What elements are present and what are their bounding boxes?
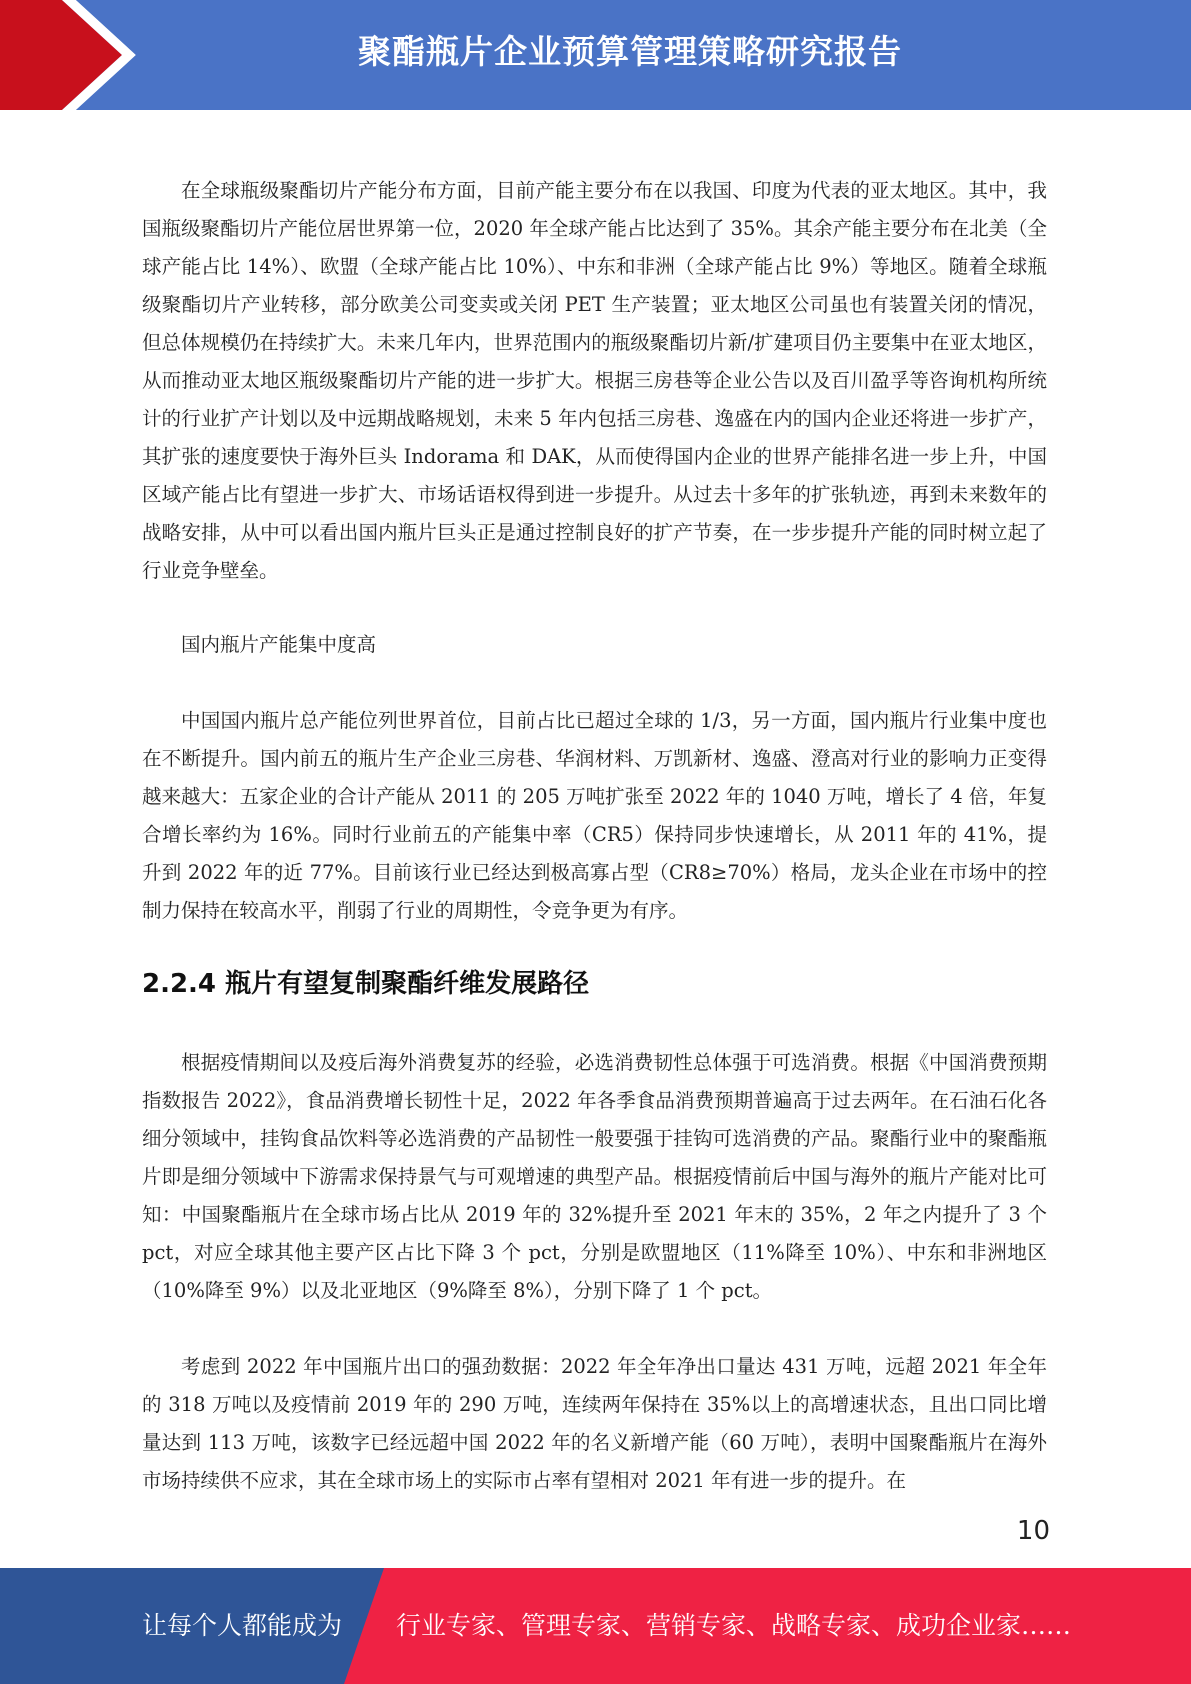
section-title: 2.2.4 瓶片有望复制聚酯纤维发展路径: [142, 969, 590, 999]
body-paragraph: 考虑到 2022 年中国瓶片出口的强劲数据：2022 年全年净出口量达 431 万吨，远超 2021 年全年的 318 万吨以及疫情前 2019 年的 290 万吨，连续两年保持在 35%以上的高增速状态，且出口同比增量达到 113 万吨，该数字已经远超中国 2022 年的名义新增产能（60 万吨），表明中国聚酯瓶片在海外市场持续供不应求，其在全球市场上的实际市占率有望相对 2021 年有进一步的提升。在: [142, 1355, 1047, 1492]
main-content: [142, 172, 1047, 1500]
body-paragraph: 中国国内瓶片总产能位列世界首位，目前占比已超过全球的 1/3，另一方面，国内瓶片行业集中度也在不断提升。国内前五的瓶片生产企业三房巷、华润材料、万凯新材、逸盛、澄高对行业的影响力正变得越来越大：五家企业的合计产能从 2011 的 205 万吨扩张至 2022 年的 1040 万吨，增长了 4 倍，年复合增长率约为 16%。同时行业前五的产能集中率（CR5）保持同步快速增长，从 2011 年的 41%，提升到 2022 年的近 77%。目前该行业已经达到极高寡占型（CR8≥70%）格局，龙头企业在市场中的控制力保持在较高水平，削弱了行业的周期性，令竞争更为有序。: [142, 709, 1047, 922]
body-paragraph: 在全球瓶级聚酯切片产能分布方面，目前产能主要分布在以我国、印度为代表的亚太地区。其中，我国瓶级聚酯切片产能位居世界第一位，2020 年全球产能占比达到了 35%。其余产能主要分布在北美（全球产能占比 14%）、欧盟（全球产能占比 10%）、中东和非洲（全球产能占比 9%）等地区。随着全球瓶级聚酯切片产业转移，部分欧美公司变卖或关闭 PET 生产装置；亚太地区公司虽也有装置关闭的情况，但总体规模仍在持续扩大。未来几年内，世界范围内的瓶级聚酯切片新/扩建项目仍主要集中在亚太地区，从而推动亚太地区瓶级聚酯切片产能的进一步扩大。根据三房巷等企业公告以及百川盈孚等咨询机构所统计的行业扩产计划以及中远期战略规划，未来 5 年内包括三房巷、逸盛在内的国内企业还将进一步扩产，其扩张的速度要快于海外巨头 Indorama 和 DAK，从而使得国内企业的世界产能排名进一步上升，中国区域产能占比有望进一步扩大、市场话语权得到进一步提升。从过去十多年的扩张轨迹，再到未来数年的战略安排，从中可以看出国内瓶片巨头正是通过控制良好的扩产节奏，在一步步提升产能的同时树立起了行业竞争壁垒。: [142, 179, 1047, 582]
page-number: 10: [1016, 1516, 1050, 1546]
footer-slogan-right: 行业专家、管理专家、营销专家、战略专家、成功企业家……: [396, 1611, 1072, 1640]
footer-banner: [0, 1568, 1191, 1684]
subheading: 国内瓶片产能集中度高: [181, 633, 377, 656]
body-paragraph: 根据疫情期间以及疫后海外消费复苏的经验，必选消费韧性总体强于可选消费。根据《中国消费预期指数报告 2022》，食品消费增长韧性十足，2022 年各季食品消费预期普遍高于过去两年。在石油石化各细分领域中，挂钩食品饮料等必选消费的产品韧性一般要强于挂钩可选消费的产品。聚酯行业中的聚酯瓶片即是细分领域中下游需求保持景气与可观增速的典型产品。根据疫情前后中国与海外的瓶片产能对比可知：中国聚酯瓶片在全球市场占比从 2019 年的 32%提升至 2021 年末的 35%，2 年之内提升了 3 个 pct，对应全球其他主要产区占比下降 3 个 pct，分别是欧盟地区（11%降至 10%）、中东和非洲地区（10%降至 9%）以及北亚地区（9%降至 8%），分别下降了 1 个 pct。: [142, 1051, 1047, 1302]
footer-slogan-left: 让每个人都能成为: [142, 1611, 343, 1640]
header-banner: [0, 0, 1191, 110]
chevron-decoration: [0, 0, 150, 110]
report-title: 聚酯瓶片企业预算管理策略研究报告: [358, 32, 902, 71]
